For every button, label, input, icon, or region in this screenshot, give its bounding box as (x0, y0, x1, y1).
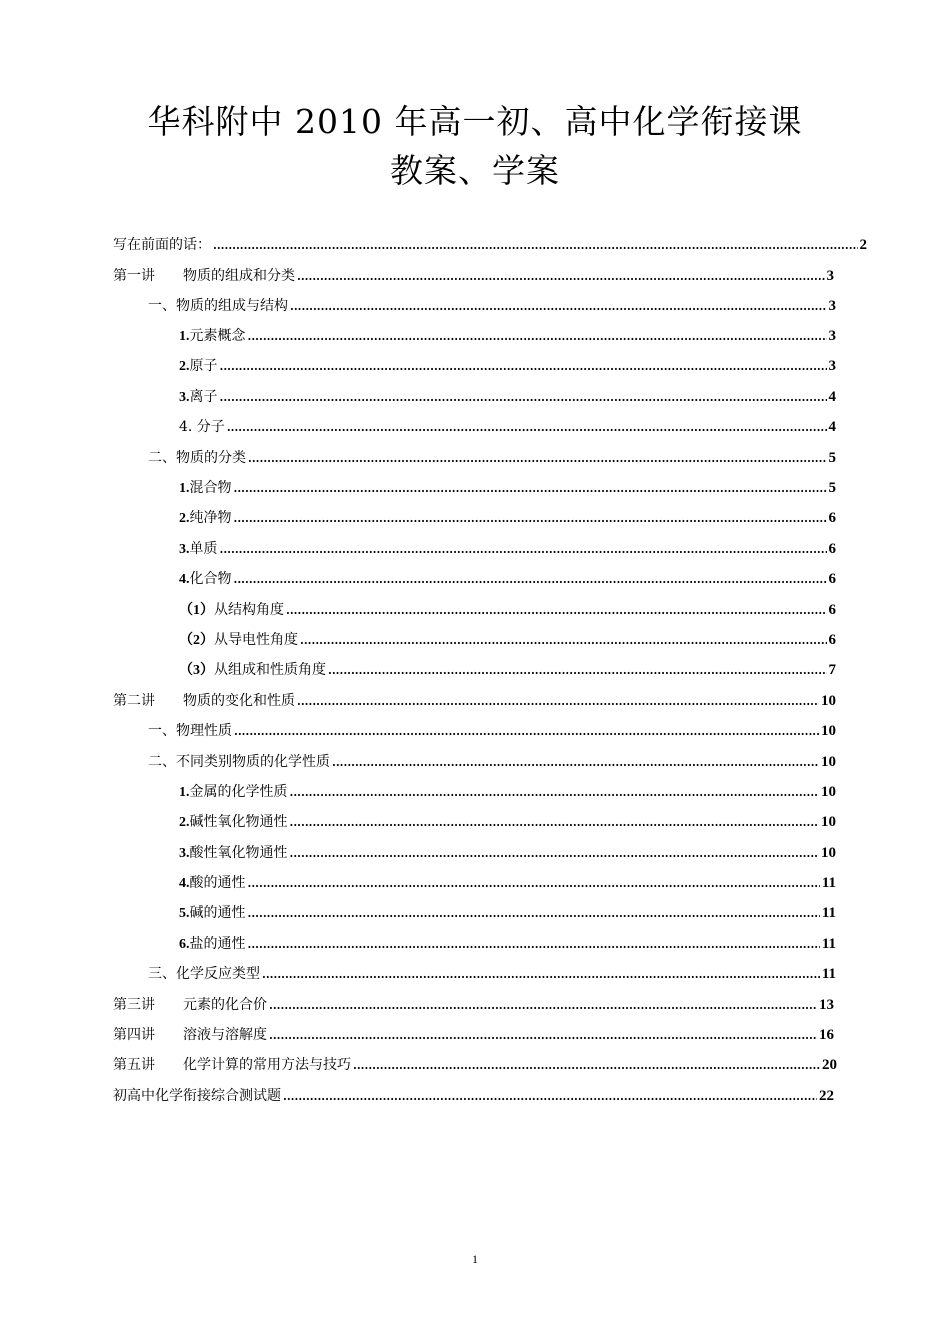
toc-page-number: 10 (821, 845, 836, 861)
toc-entry-lecture-5[interactable]: 第五讲 化学计算的常用方法与技巧 ..... 20 (113, 1055, 837, 1075)
leader-dots (283, 1087, 817, 1107)
leader-dots (234, 570, 827, 590)
toc-page-number: 6 (828, 602, 836, 618)
toc-entry[interactable]: （3）从组成和性质角度 ..... 7 (179, 660, 836, 680)
leader-dots (213, 236, 858, 256)
toc-page-number: 11 (821, 966, 836, 982)
leader-dots (220, 388, 827, 408)
toc-page-number: 5 (828, 480, 836, 496)
toc-entry-comprehensive-test[interactable]: 初高中化学衔接综合测试题 ..... 22 (113, 1086, 834, 1106)
toc-entry[interactable]: 二、物质的分类 ..... 5 (148, 448, 836, 468)
leader-dots (227, 418, 827, 438)
toc-entry[interactable]: 2.碱性氧化物通性 ..... 10 (179, 812, 836, 832)
toc-page-number: 6 (828, 541, 836, 557)
leader-dots (248, 935, 820, 955)
toc-page-number: 11 (821, 936, 836, 952)
toc-page-number: 3 (828, 328, 836, 344)
toc-page-number: 3 (828, 298, 836, 314)
leader-dots (220, 540, 827, 560)
toc-entry[interactable]: 4.化合物 ..... 6 (179, 569, 836, 589)
toc-page-number: 2 (859, 237, 867, 253)
toc-page-number: 10 (821, 723, 836, 739)
toc-entry[interactable]: 6.盐的通性 ..... 11 (179, 934, 836, 954)
toc-entry[interactable]: 4. 分子 ..... 4 (179, 417, 836, 437)
toc-entry[interactable]: （1）从结构角度 ..... 6 (179, 600, 836, 620)
leader-dots (290, 297, 827, 317)
document-title-line1: 华科附中 2010 年高一初、高中化学衔接课 (147, 102, 803, 141)
toc-entry[interactable]: 4.酸的通性 ..... 11 (179, 873, 836, 893)
toc-page-number: 3 (826, 268, 834, 284)
leader-dots (290, 813, 820, 833)
toc-page-number: 10 (821, 784, 836, 800)
toc-page-number: 10 (821, 814, 836, 830)
leader-dots (290, 844, 820, 864)
document-title-line2: 教案、学案 (390, 151, 560, 190)
toc-page-number: 13 (819, 997, 834, 1013)
leader-dots (220, 357, 827, 377)
leader-dots (332, 753, 819, 773)
toc-entry[interactable]: 3.单质 ..... 6 (179, 539, 836, 559)
leader-dots (248, 449, 827, 469)
toc-page-number: 10 (821, 754, 836, 770)
toc-page-number: 22 (819, 1088, 834, 1104)
leader-dots (300, 631, 827, 651)
toc-page-number: 11 (821, 905, 836, 921)
leader-dots (262, 965, 820, 985)
toc-page-number: 5 (828, 450, 836, 466)
leader-dots (328, 661, 827, 681)
toc-page-number: 6 (828, 632, 836, 648)
toc-page-number: 6 (828, 571, 836, 587)
leader-dots (286, 601, 827, 621)
leader-dots (269, 1026, 817, 1046)
leader-dots (234, 722, 819, 742)
toc-entry[interactable]: （2）从导电性角度 ..... 6 (179, 630, 836, 650)
leader-dots (234, 509, 827, 529)
toc-page-number: 20 (822, 1057, 837, 1073)
leader-dots (297, 267, 825, 287)
toc-entry-lecture-2[interactable]: 第二讲 物质的变化和性质 ..... 10 (113, 691, 836, 711)
leader-dots (297, 692, 819, 712)
toc-entry-lecture-1[interactable]: 第一讲 物质的组成和分类 ..... 3 (113, 266, 834, 286)
toc-entry[interactable]: 1.混合物 ..... 5 (179, 478, 836, 498)
toc-page-number: 10 (821, 693, 836, 709)
toc-page-number: 4 (828, 389, 836, 405)
toc-entry-lecture-4[interactable]: 第四讲 溶液与溶解度 ..... 16 (113, 1025, 834, 1045)
toc-entry[interactable]: 3.酸性氧化物通性 ..... 10 (179, 843, 836, 863)
leader-dots (353, 1056, 820, 1076)
toc-entry-preface[interactable]: 写在前面的话： ..... 2 (113, 235, 867, 255)
toc-entry[interactable]: 5.碱的通性 ..... 11 (179, 903, 836, 923)
toc-entry[interactable]: 二、不同类别物质的化学性质 ..... 10 (148, 752, 836, 772)
toc-page-number: 16 (819, 1027, 834, 1043)
page-number: 1 (472, 1252, 478, 1266)
leader-dots (248, 904, 820, 924)
toc-page-number: 4 (828, 419, 836, 435)
leader-dots (248, 874, 820, 894)
toc-page-number: 7 (828, 662, 836, 678)
leader-dots (269, 996, 817, 1016)
toc-entry[interactable]: 一、物质的组成与结构 ..... 3 (148, 296, 836, 316)
toc-entry[interactable]: 2.纯净物 ..... 6 (179, 508, 836, 528)
toc-page-number: 3 (828, 358, 836, 374)
toc-entry-lecture-3[interactable]: 第三讲 元素的化合价 ..... 13 (113, 995, 834, 1015)
toc-entry[interactable]: 3.离子 ..... 4 (179, 387, 836, 407)
toc-entry[interactable]: 1.元素概念 ..... 3 (179, 326, 836, 346)
toc-entry[interactable]: 2.原子 ..... 3 (179, 356, 836, 376)
toc-entry[interactable]: 1.金属的化学性质 ..... 10 (179, 782, 836, 802)
toc-page-number: 11 (821, 875, 836, 891)
toc-entry[interactable]: 一、物理性质 ..... 10 (148, 721, 836, 741)
toc-page-number: 6 (828, 510, 836, 526)
leader-dots (290, 783, 820, 803)
leader-dots (248, 327, 827, 347)
toc-entry[interactable]: 三、化学反应类型 ..... 11 (148, 964, 836, 984)
leader-dots (234, 479, 827, 499)
